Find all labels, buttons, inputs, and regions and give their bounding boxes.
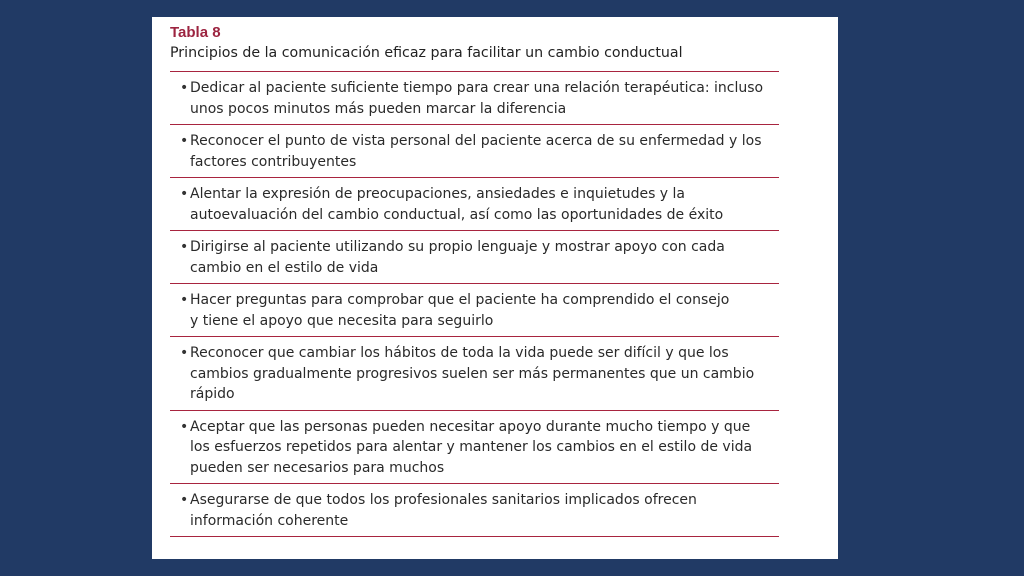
table-row [170, 284, 779, 337]
bullet: • [180, 80, 189, 96]
bullet: • [180, 133, 189, 149]
row-text: Alentar la expresión de preocupaciones, ansiedades e inquietudes y la autoevaluación del cambio conductual, así como las oportunidades de éxito [190, 186, 724, 223]
bullet: • [180, 239, 189, 255]
row-text: Asegurarse de que todos los profesionales sanitarios implicados ofrecen información coherente [190, 492, 697, 529]
bullet: • [180, 292, 189, 308]
table-row [170, 125, 779, 178]
bullet: • [180, 418, 189, 435]
table-row [170, 337, 779, 411]
row-text: Aceptar que las personas pueden necesitar apoyo durante mucho tiempo y que los esfuerzos repetidos para alentar y mantener los cambios en el estilo de vida pueden ser necesarios para muchos [190, 418, 753, 476]
table-row [170, 411, 779, 485]
table-row [170, 484, 779, 537]
table-row [170, 178, 779, 231]
table-card [152, 17, 838, 559]
bullet: • [180, 186, 189, 202]
row-text: Dirigirse al paciente utilizando su propio lenguaje y mostrar apoyo con cada cambio en el estilo de vida [190, 239, 725, 276]
row-text: Reconocer el punto de vista personal del paciente acerca de su enfermedad y los factores contribuyentes [190, 133, 762, 170]
row-text: Hacer preguntas para comprobar que el paciente ha comprendido el consejo y tiene el apoyo que necesita para seguirlo [190, 292, 730, 329]
bullet: • [180, 345, 189, 361]
row-text: Reconocer que cambiar los hábitos de toda la vida puede ser difícil y que los cambios gradualmente progresivos suelen ser más permanentes que un cambio rápido [190, 345, 755, 402]
table-row [170, 72, 779, 125]
table-title: Principios de la comunicación eficaz para facilitar un cambio conductual [170, 45, 683, 61]
bullet: • [180, 492, 189, 508]
row-text: Dedicar al paciente suficiente tiempo para crear una relación terapéutica: incluso unos pocos minutos más pueden marcar la diferencia [190, 80, 764, 117]
table-row [170, 231, 779, 284]
table-label: Tabla 8 [170, 24, 221, 41]
